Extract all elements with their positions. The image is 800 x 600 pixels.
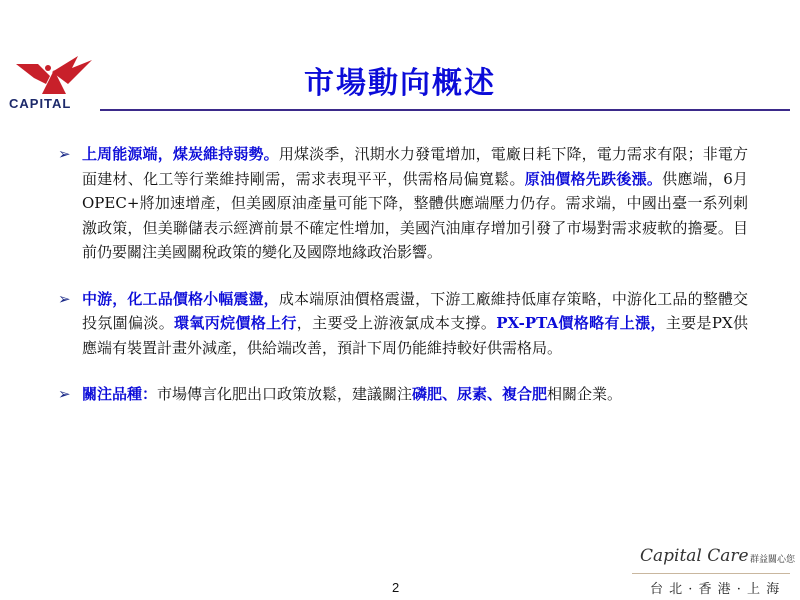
body-text: 主要是PX供應端有裝置計畫外減產，供給端改善，預計下周仍能維持較好供需格局。 bbox=[82, 314, 748, 357]
page-title: 市場動向概述 bbox=[304, 66, 496, 101]
brand-slogan: 群益關心您 bbox=[750, 555, 796, 565]
bullet-item bbox=[58, 142, 748, 265]
arrow-bullet-icon: ➢ bbox=[58, 145, 71, 163]
footer-divider bbox=[632, 573, 790, 574]
highlight-text: PX-PTA價格略有上漲， bbox=[496, 314, 666, 332]
body-text: 市場傳言化肥出口政策放鬆，建議關注 bbox=[157, 385, 413, 403]
body-text: ，主要受上游液氯成本支撐。 bbox=[296, 314, 497, 332]
highlight-text: 磷肥、尿素、複合肥 bbox=[412, 385, 548, 403]
arrow-bullet-icon: ➢ bbox=[58, 385, 71, 403]
page-number: 2 bbox=[392, 580, 400, 595]
body-text: 相關企業。 bbox=[547, 385, 623, 403]
arrow-bullet-icon: ➢ bbox=[58, 289, 71, 308]
office-cities: 台 北 · 香 港 · 上 海 bbox=[650, 582, 781, 597]
bullet-item bbox=[58, 382, 748, 407]
highlight-text: 中游，化工品價格小幅震盪， bbox=[82, 289, 279, 308]
bullet-list bbox=[58, 142, 748, 429]
body-text: 成本端原油價格震盪，下游工廠維持低庫存策略，中游化工品的整體交投氛圍偏淡。 bbox=[82, 289, 748, 332]
title-divider bbox=[100, 109, 790, 111]
logo-text: CAPITAL bbox=[9, 96, 72, 111]
body-text: 用煤淡季，汛期水力發電增加，電廠日耗下降，電力需求有限；非電方面建材、化工等行業維持剛需，需求表現平平，供需格局偏寬鬆。 bbox=[82, 145, 748, 188]
highlight-text: 關注品種： bbox=[82, 385, 158, 403]
highlight-text: 上周能源端，煤炭維持弱勢。 bbox=[82, 145, 279, 163]
highlight-text: 原油價格先跌後漲。 bbox=[524, 169, 663, 188]
body-text: 供應端，6月OPEC+將加速增產，但美國原油產量可能下降，整體供應端壓力仍存。需求端，中國出臺一系列刺激政策，但美聯儲表示經濟前景不確定性增加，美國汽油庫存增加引發了市場對需求疲軟的擔憂。目前仍要關注美國關稅政策的變化及國際地緣政治影響。 bbox=[82, 169, 748, 261]
highlight-text: 環氧丙烷價格上行 bbox=[174, 314, 297, 332]
brand-name: Capital Care bbox=[640, 546, 749, 566]
bullet-item bbox=[58, 287, 748, 361]
